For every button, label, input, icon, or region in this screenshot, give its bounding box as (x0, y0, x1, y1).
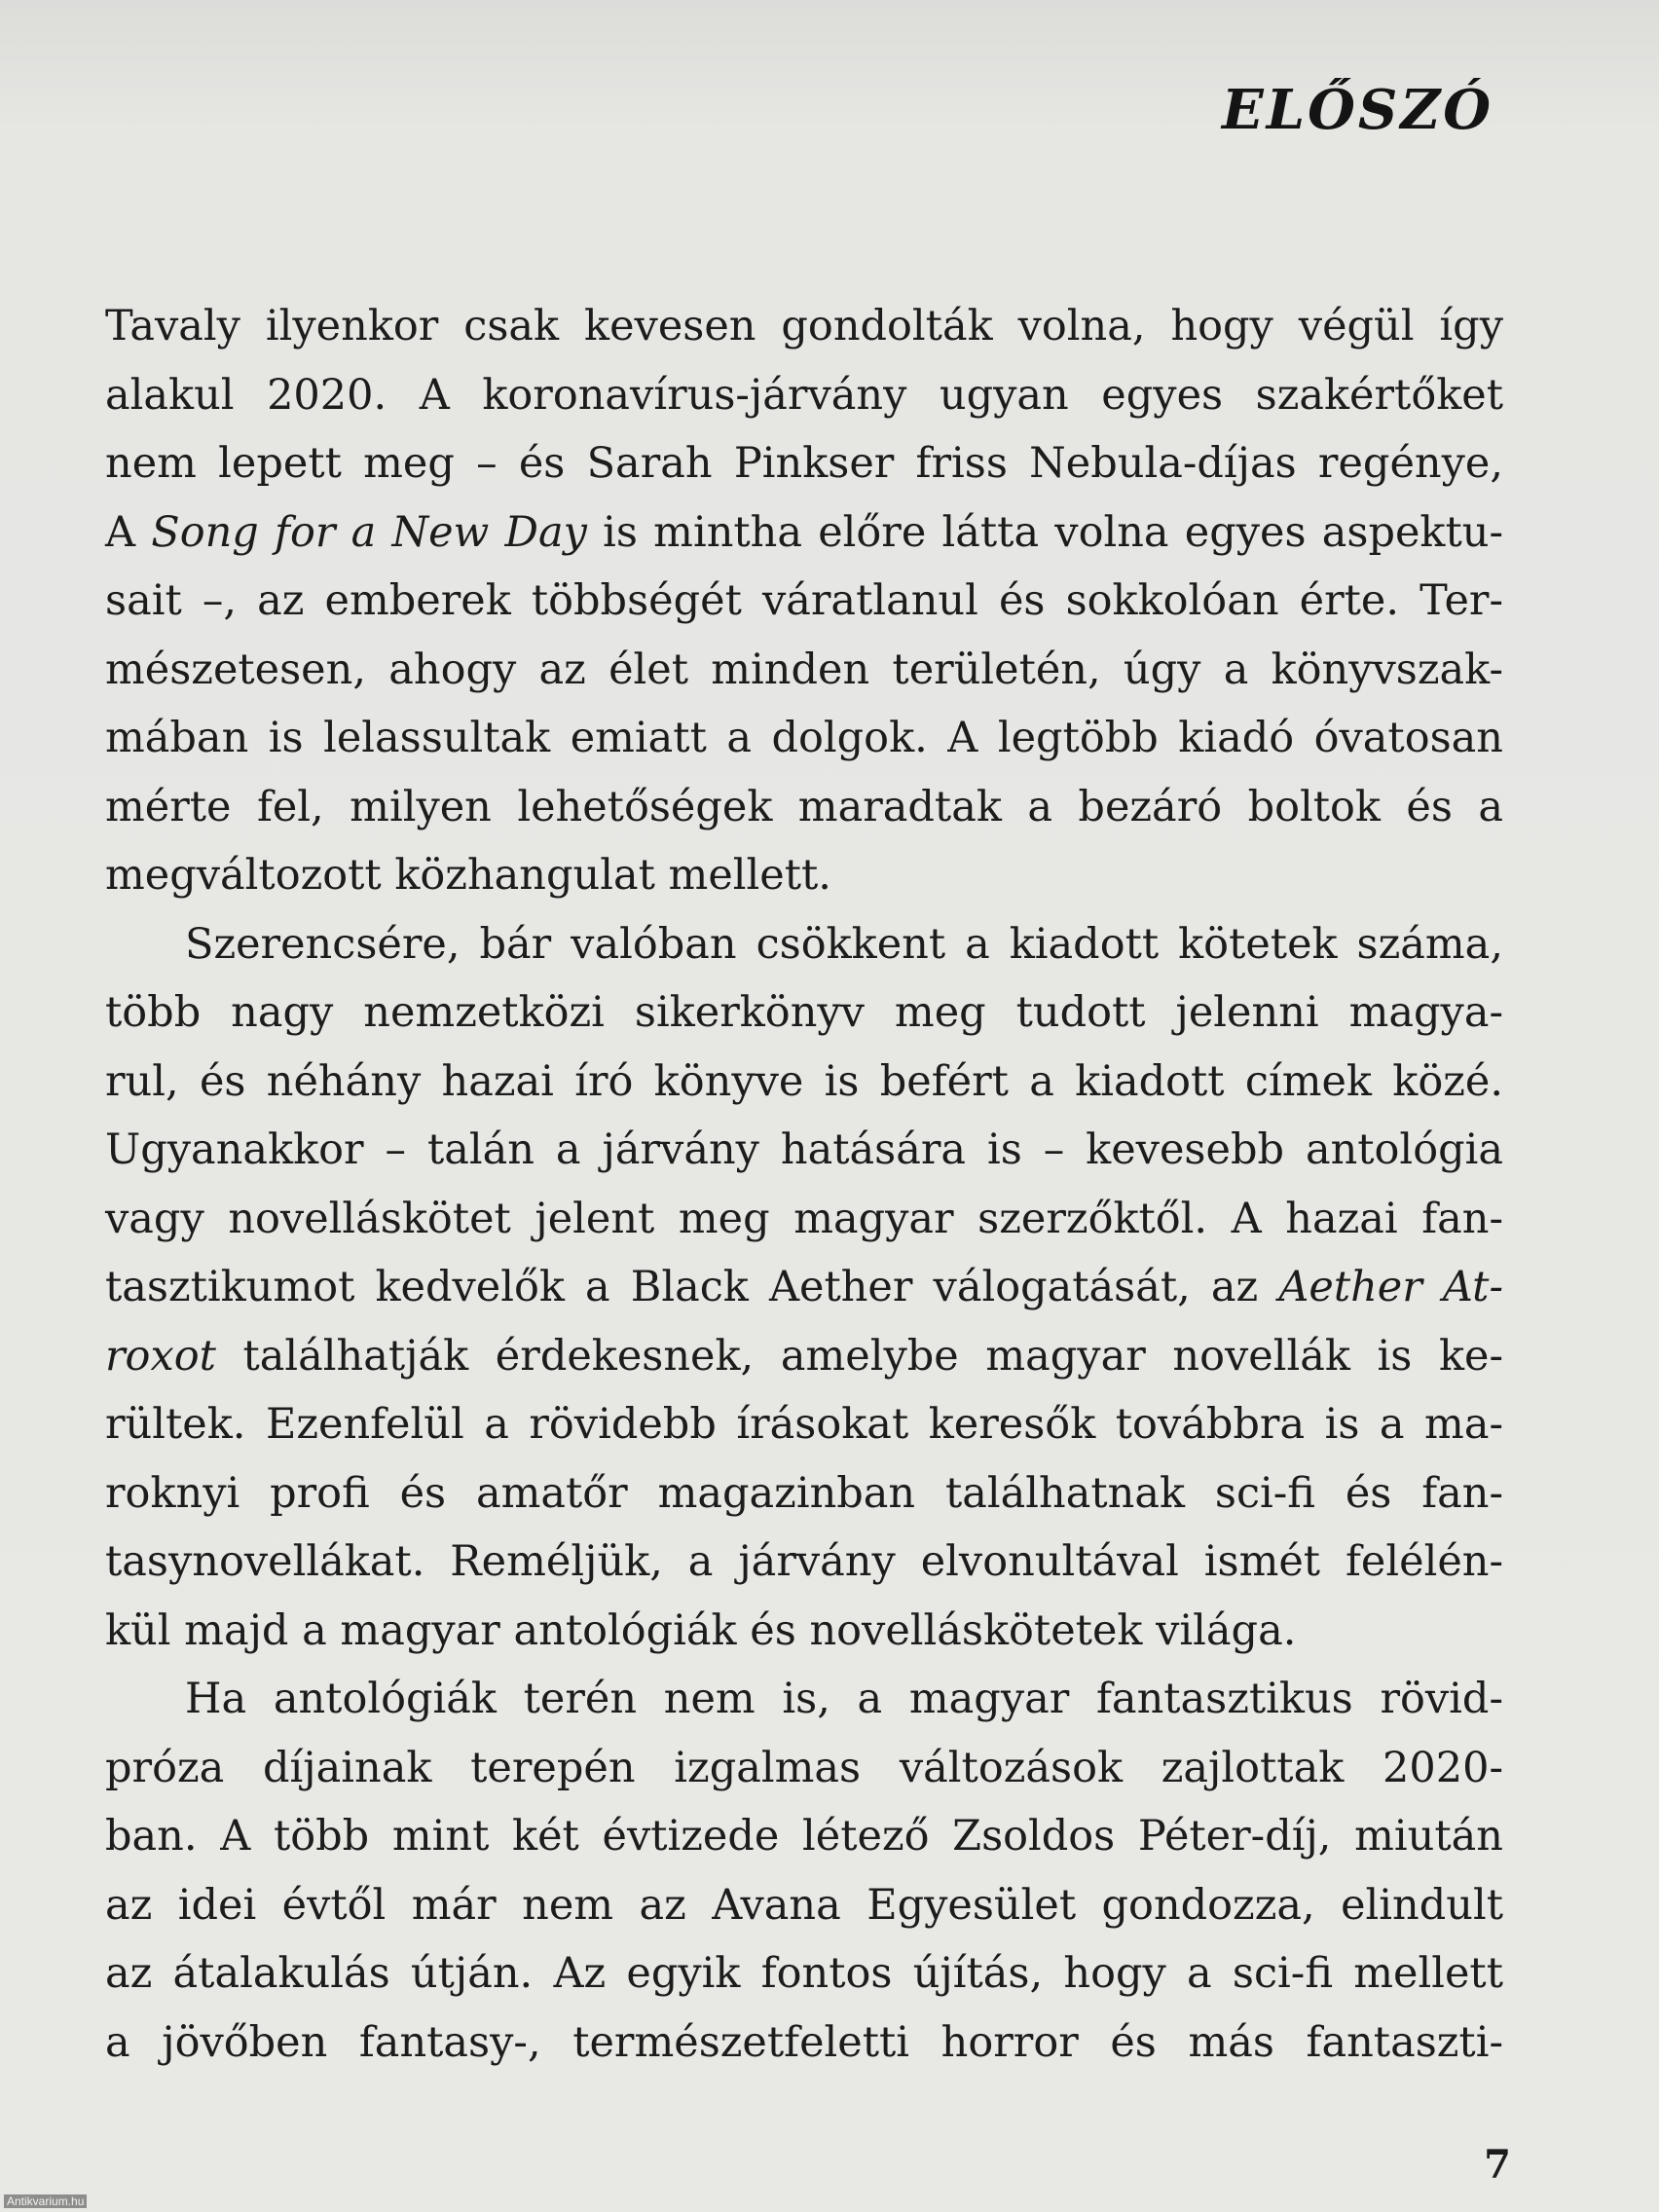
paragraph-3 (105, 1665, 1503, 2077)
text-line: Ugyanakkor – talán a járvány hatására is – kevesebb antológia (105, 1125, 1503, 1174)
paragraph-1 (105, 292, 1503, 910)
book-title-italic: Song for a New Day (151, 507, 587, 557)
text-segment: találhatják érdekesnek, amelybe magyar novellák is ke- (215, 1331, 1503, 1381)
text-line: tasynovellákat. Reméljük, a járvány elvonultával ismét felélén- (105, 1537, 1503, 1586)
page-number: 7 (1484, 2142, 1511, 2188)
text-line: sait –, az emberek többségét váratlanul és sokkolóan érte. Ter- (105, 576, 1503, 625)
text-line: az idei évtől már nem az Avana Egyesület gondozza, elindult (105, 1880, 1503, 1930)
text-segment: A (105, 507, 152, 557)
text-line: mészetesen, ahogy az élet minden területén, úgy a könyvszak- (105, 645, 1503, 694)
text-line: roknyi profi és amatőr magazinban találhatnak sci-fi és fan- (105, 1468, 1503, 1518)
text-line (105, 1253, 1503, 1322)
text-line: vagy novelláskötet jelent meg magyar szerzőktől. A hazai fan- (105, 1194, 1503, 1243)
text-segment: tasztikumot kedvelők a Black Aether válogatását, az (105, 1263, 1279, 1311)
text-line: Szerencsére, bár valóban csökkent a kiadott kötetek száma, (185, 919, 1503, 969)
text-line: Ha antológiák terén nem is, a magyar fantasztikus rövid- (185, 1675, 1503, 1723)
text-line: rul, és néhány hazai író könyve is befért a kiadott címek közé. (105, 1056, 1503, 1106)
text-line: az átalakulás útján. Az egyik fontos újítás, hogy a sci-fi mellett (105, 1949, 1503, 1998)
book-title-italic: Aether At- (1278, 1263, 1503, 1311)
text-line: Tavaly ilyenkor csak kevesen gondolták volna, hogy végül így (105, 302, 1503, 350)
text-line (105, 1322, 1503, 1391)
book-title-italic: roxot (105, 1331, 216, 1381)
body-text (105, 292, 1503, 2077)
text-line: több nagy nemzetközi sikerkönyv meg tudott jelenni magya- (105, 988, 1503, 1037)
paragraph-2 (105, 910, 1503, 1666)
chapter-heading: ELŐSZÓ (1222, 78, 1493, 142)
text-line: mérte fel, milyen lehetőségek maradtak a bezáró boltok és a (105, 782, 1503, 831)
text-line: kül majd a magyar antológiák és novelláskötetek világa. (105, 1605, 1297, 1655)
text-line: nem lepett meg – és Sarah Pinkser friss Nebula-díjas regénye, (105, 439, 1503, 488)
text-line: rültek. Ezenfelül a rövidebb írásokat keresők továbbra is a ma- (105, 1400, 1503, 1449)
text-line: megváltozott közhangulat mellett. (105, 851, 831, 900)
text-line: alakul 2020. A koronavírus-járvány ugyan egyes szakértőket (105, 370, 1503, 420)
text-line: mában is lelassultak emiatt a dolgok. A legtöbb kiadó óvatosan (105, 714, 1503, 762)
text-line: a jövőben fantasy-, természetfeletti horror és más fantaszti- (105, 2017, 1503, 2067)
text-line: próza díjainak terepén izgalmas változások zajlottak 2020- (105, 1743, 1503, 1792)
text-line (105, 498, 1503, 568)
text-line: ban. A több mint két évtizede létező Zsoldos Péter-díj, miután (105, 1812, 1503, 1861)
text-segment: is mintha előre látta volna egyes aspektu- (586, 507, 1503, 557)
watermark: Antikvarium.hu (4, 2194, 87, 2208)
